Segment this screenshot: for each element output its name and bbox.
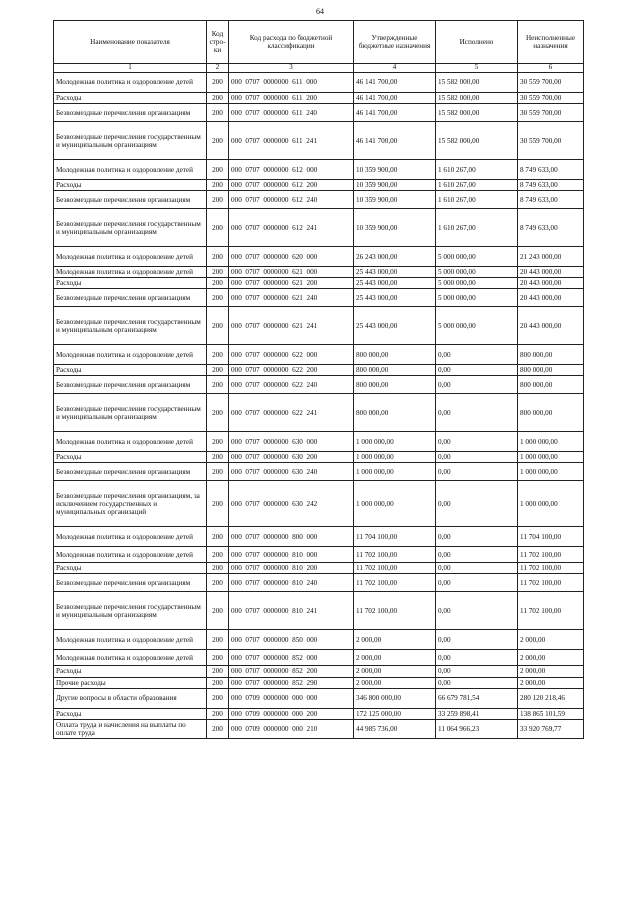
row-executed: 0,00 xyxy=(436,592,518,630)
row-class-code: 000 0707 0000000 621 000 xyxy=(229,267,354,278)
table-row xyxy=(54,432,584,452)
row-line-code: 200 xyxy=(207,191,229,209)
row-unexecuted: 30 559 700,00 xyxy=(518,122,584,160)
row-approved: 11 702 100,00 xyxy=(354,592,436,630)
row-unexecuted: 20 443 000,00 xyxy=(518,278,584,289)
row-line-code: 200 xyxy=(207,688,229,708)
row-unexecuted: 33 920 769,77 xyxy=(518,719,584,738)
row-executed: 0,00 xyxy=(436,481,518,527)
row-unexecuted: 11 702 100,00 xyxy=(518,592,584,630)
table-row xyxy=(54,547,584,563)
row-line-code: 200 xyxy=(207,345,229,365)
row-unexecuted: 11 702 100,00 xyxy=(518,563,584,574)
column-number: 6 xyxy=(518,64,584,73)
table-row xyxy=(54,93,584,104)
row-unexecuted: 8 749 633,00 xyxy=(518,160,584,180)
row-executed: 15 582 000,00 xyxy=(436,122,518,160)
row-approved: 10 359 900,00 xyxy=(354,180,436,191)
row-class-code: 000 0707 0000000 621 240 xyxy=(229,289,354,307)
row-approved: 800 000,00 xyxy=(354,394,436,432)
row-class-code: 000 0707 0000000 611 200 xyxy=(229,93,354,104)
row-approved: 1 000 000,00 xyxy=(354,452,436,463)
table-row xyxy=(54,677,584,688)
row-executed: 0,00 xyxy=(436,547,518,563)
row-executed: 15 582 000,00 xyxy=(436,104,518,122)
row-approved: 2 000,00 xyxy=(354,666,436,677)
row-approved: 46 141 700,00 xyxy=(354,93,436,104)
row-class-code: 000 0707 0000000 852 200 xyxy=(229,666,354,677)
row-executed: 1 610 267,00 xyxy=(436,180,518,191)
row-class-code: 000 0707 0000000 852 290 xyxy=(229,677,354,688)
row-class-code: 000 0707 0000000 852 000 xyxy=(229,650,354,666)
row-name: Молодежная политика и оздоровление детей xyxy=(54,160,207,180)
row-line-code: 200 xyxy=(207,719,229,738)
row-class-code: 000 0707 0000000 622 000 xyxy=(229,345,354,365)
row-name: Молодежная политика и оздоровление детей xyxy=(54,650,207,666)
row-approved: 2 000,00 xyxy=(354,677,436,688)
row-unexecuted: 11 702 100,00 xyxy=(518,574,584,592)
row-approved: 11 702 100,00 xyxy=(354,574,436,592)
row-class-code: 000 0707 0000000 810 000 xyxy=(229,547,354,563)
row-executed: 5 000 000,00 xyxy=(436,307,518,345)
row-approved: 172 125 000,00 xyxy=(354,708,436,719)
header-line-code: Код стро-ки xyxy=(207,21,229,64)
row-class-code: 000 0707 0000000 622 241 xyxy=(229,394,354,432)
row-line-code: 200 xyxy=(207,278,229,289)
row-line-code: 200 xyxy=(207,563,229,574)
row-executed: 1 610 267,00 xyxy=(436,160,518,180)
row-approved: 46 141 700,00 xyxy=(354,73,436,93)
table-row xyxy=(54,463,584,481)
row-line-code: 200 xyxy=(207,180,229,191)
row-unexecuted: 1 000 000,00 xyxy=(518,432,584,452)
row-name: Расходы xyxy=(54,452,207,463)
table-row xyxy=(54,574,584,592)
row-name: Расходы xyxy=(54,278,207,289)
table-row xyxy=(54,289,584,307)
row-line-code: 200 xyxy=(207,93,229,104)
row-name: Прочие расходы xyxy=(54,677,207,688)
row-executed: 1 610 267,00 xyxy=(436,209,518,247)
header-executed: Исполнено xyxy=(436,21,518,64)
row-class-code: 000 0707 0000000 612 000 xyxy=(229,160,354,180)
row-name: Расходы xyxy=(54,93,207,104)
row-unexecuted: 11 704 100,00 xyxy=(518,527,584,547)
row-class-code: 000 0707 0000000 620 000 xyxy=(229,247,354,267)
row-executed: 0,00 xyxy=(436,563,518,574)
page-number: 64 xyxy=(316,7,324,16)
row-class-code: 000 0707 0000000 611 000 xyxy=(229,73,354,93)
row-executed: 0,00 xyxy=(436,630,518,650)
table-row xyxy=(54,209,584,247)
row-line-code: 200 xyxy=(207,463,229,481)
row-class-code: 000 0707 0000000 810 240 xyxy=(229,574,354,592)
row-name: Безвозмездные перечисления организациям xyxy=(54,463,207,481)
row-approved: 26 243 000,00 xyxy=(354,247,436,267)
row-executed: 0,00 xyxy=(436,527,518,547)
row-executed: 15 582 000,00 xyxy=(436,73,518,93)
row-executed: 1 610 267,00 xyxy=(436,191,518,209)
row-executed: 0,00 xyxy=(436,650,518,666)
row-unexecuted: 280 120 218,46 xyxy=(518,688,584,708)
row-class-code: 000 0707 0000000 800 000 xyxy=(229,527,354,547)
table-row xyxy=(54,563,584,574)
row-executed: 0,00 xyxy=(436,345,518,365)
table-row xyxy=(54,719,584,738)
row-executed: 0,00 xyxy=(436,432,518,452)
row-unexecuted: 2 000,00 xyxy=(518,650,584,666)
row-approved: 25 443 000,00 xyxy=(354,307,436,345)
table-row xyxy=(54,688,584,708)
row-unexecuted: 138 865 101,59 xyxy=(518,708,584,719)
table-row xyxy=(54,122,584,160)
row-line-code: 200 xyxy=(207,122,229,160)
column-number: 3 xyxy=(229,64,354,73)
row-class-code: 000 0707 0000000 612 241 xyxy=(229,209,354,247)
row-line-code: 200 xyxy=(207,527,229,547)
row-executed: 5 000 000,00 xyxy=(436,289,518,307)
row-approved: 11 702 100,00 xyxy=(354,547,436,563)
row-name: Безвозмездные перечисления государственным и муниципальным организациям xyxy=(54,394,207,432)
row-class-code: 000 0709 0000000 000 000 xyxy=(229,688,354,708)
row-executed: 0,00 xyxy=(436,365,518,376)
row-approved: 346 800 000,00 xyxy=(354,688,436,708)
row-name: Безвозмездные перечисления государственным и муниципальным организациям xyxy=(54,307,207,345)
table-row xyxy=(54,104,584,122)
row-class-code: 000 0707 0000000 621 241 xyxy=(229,307,354,345)
row-line-code: 200 xyxy=(207,160,229,180)
row-approved: 10 359 900,00 xyxy=(354,191,436,209)
row-approved: 25 443 000,00 xyxy=(354,278,436,289)
row-name: Молодежная политика и оздоровление детей xyxy=(54,73,207,93)
row-approved: 1 000 000,00 xyxy=(354,481,436,527)
row-executed: 33 259 898,41 xyxy=(436,708,518,719)
row-class-code: 000 0707 0000000 612 200 xyxy=(229,180,354,191)
row-name: Безвозмездные перечисления организациям xyxy=(54,104,207,122)
row-line-code: 200 xyxy=(207,452,229,463)
row-unexecuted: 8 749 633,00 xyxy=(518,180,584,191)
row-name: Молодежная политика и оздоровление детей xyxy=(54,527,207,547)
row-unexecuted: 8 749 633,00 xyxy=(518,209,584,247)
row-approved: 2 000,00 xyxy=(354,630,436,650)
row-approved: 10 359 900,00 xyxy=(354,209,436,247)
row-line-code: 200 xyxy=(207,209,229,247)
row-unexecuted: 1 000 000,00 xyxy=(518,452,584,463)
row-name: Оплата труда и начисления на выплаты по оплате труда xyxy=(54,719,207,738)
row-name: Молодежная политика и оздоровление детей xyxy=(54,247,207,267)
row-line-code: 200 xyxy=(207,630,229,650)
column-number: 4 xyxy=(354,64,436,73)
header-class-code: Код расхода по бюджетной классификации xyxy=(229,21,354,64)
row-class-code: 000 0707 0000000 612 240 xyxy=(229,191,354,209)
row-name: Безвозмездные перечисления государственным и муниципальным организациям xyxy=(54,209,207,247)
table-row xyxy=(54,191,584,209)
row-unexecuted: 1 000 000,00 xyxy=(518,463,584,481)
table-row xyxy=(54,481,584,527)
row-class-code: 000 0709 0000000 000 200 xyxy=(229,708,354,719)
table-row xyxy=(54,267,584,278)
row-approved: 1 000 000,00 xyxy=(354,432,436,452)
row-line-code: 200 xyxy=(207,547,229,563)
row-executed: 5 000 000,00 xyxy=(436,278,518,289)
row-line-code: 200 xyxy=(207,365,229,376)
budget-execution-table xyxy=(53,20,584,739)
table-row xyxy=(54,160,584,180)
table-row xyxy=(54,73,584,93)
row-executed: 0,00 xyxy=(436,376,518,394)
row-unexecuted: 21 243 000,00 xyxy=(518,247,584,267)
row-name: Безвозмездные перечисления государственным и муниципальным организациям xyxy=(54,122,207,160)
table-row xyxy=(54,365,584,376)
row-unexecuted: 800 000,00 xyxy=(518,394,584,432)
header-name: Наименование показателя xyxy=(54,21,207,64)
table-row xyxy=(54,650,584,666)
header-row xyxy=(54,21,584,64)
row-class-code: 000 0707 0000000 622 200 xyxy=(229,365,354,376)
row-unexecuted: 20 443 000,00 xyxy=(518,307,584,345)
row-approved: 2 000,00 xyxy=(354,650,436,666)
row-line-code: 200 xyxy=(207,666,229,677)
row-line-code: 200 xyxy=(207,376,229,394)
row-executed: 0,00 xyxy=(436,574,518,592)
row-unexecuted: 800 000,00 xyxy=(518,345,584,365)
row-class-code: 000 0707 0000000 611 240 xyxy=(229,104,354,122)
row-line-code: 200 xyxy=(207,307,229,345)
row-unexecuted: 2 000,00 xyxy=(518,677,584,688)
row-class-code: 000 0709 0000000 000 210 xyxy=(229,719,354,738)
table-row xyxy=(54,180,584,191)
row-line-code: 200 xyxy=(207,677,229,688)
column-number: 5 xyxy=(436,64,518,73)
row-executed: 0,00 xyxy=(436,463,518,481)
row-unexecuted: 2 000,00 xyxy=(518,630,584,650)
row-class-code: 000 0707 0000000 630 200 xyxy=(229,452,354,463)
row-approved: 800 000,00 xyxy=(354,345,436,365)
row-approved: 46 141 700,00 xyxy=(354,122,436,160)
table-row xyxy=(54,376,584,394)
row-class-code: 000 0707 0000000 630 000 xyxy=(229,432,354,452)
row-name: Безвозмездные перечисления государственным и муниципальным организациям xyxy=(54,592,207,630)
row-line-code: 200 xyxy=(207,289,229,307)
row-name: Молодежная политика и оздоровление детей xyxy=(54,630,207,650)
row-executed: 0,00 xyxy=(436,394,518,432)
row-approved: 800 000,00 xyxy=(354,376,436,394)
table-row xyxy=(54,630,584,650)
header-unexecuted: Неисполненные назначения xyxy=(518,21,584,64)
row-class-code: 000 0707 0000000 810 200 xyxy=(229,563,354,574)
row-executed: 11 064 966,23 xyxy=(436,719,518,738)
row-unexecuted: 30 559 700,00 xyxy=(518,104,584,122)
row-class-code: 000 0707 0000000 850 000 xyxy=(229,630,354,650)
row-name: Молодежная политика и оздоровление детей xyxy=(54,345,207,365)
row-executed: 66 679 781,54 xyxy=(436,688,518,708)
row-approved: 11 704 100,00 xyxy=(354,527,436,547)
table-row xyxy=(54,452,584,463)
row-name: Безвозмездные перечисления организациям xyxy=(54,574,207,592)
row-name: Расходы xyxy=(54,563,207,574)
row-line-code: 200 xyxy=(207,650,229,666)
table-row xyxy=(54,592,584,630)
column-number: 1 xyxy=(54,64,207,73)
row-line-code: 200 xyxy=(207,73,229,93)
row-name: Молодежная политика и оздоровление детей xyxy=(54,432,207,452)
row-line-code: 200 xyxy=(207,481,229,527)
row-class-code: 000 0707 0000000 810 241 xyxy=(229,592,354,630)
table-row xyxy=(54,247,584,267)
row-unexecuted: 1 000 000,00 xyxy=(518,481,584,527)
row-name: Расходы xyxy=(54,180,207,191)
row-executed: 0,00 xyxy=(436,677,518,688)
row-approved: 10 359 900,00 xyxy=(354,160,436,180)
row-executed: 0,00 xyxy=(436,666,518,677)
header-approved: Утвержденные бюджетные назначения xyxy=(354,21,436,64)
row-unexecuted: 30 559 700,00 xyxy=(518,73,584,93)
row-approved: 800 000,00 xyxy=(354,365,436,376)
column-number-row xyxy=(54,64,584,73)
row-unexecuted: 2 000,00 xyxy=(518,666,584,677)
table-row xyxy=(54,307,584,345)
row-name: Безвозмездные перечисления организациям, за исключением государственных и муниципальных организаций xyxy=(54,481,207,527)
table-row xyxy=(54,345,584,365)
row-approved: 44 985 736,00 xyxy=(354,719,436,738)
row-approved: 25 443 000,00 xyxy=(354,289,436,307)
row-executed: 5 000 000,00 xyxy=(436,247,518,267)
row-name: Расходы xyxy=(54,666,207,677)
row-name: Молодежная политика и оздоровление детей xyxy=(54,267,207,278)
row-approved: 1 000 000,00 xyxy=(354,463,436,481)
row-approved: 11 702 100,00 xyxy=(354,563,436,574)
row-line-code: 200 xyxy=(207,574,229,592)
row-unexecuted: 20 443 000,00 xyxy=(518,267,584,278)
row-class-code: 000 0707 0000000 630 240 xyxy=(229,463,354,481)
row-name: Другие вопросы в области образования xyxy=(54,688,207,708)
row-unexecuted: 8 749 633,00 xyxy=(518,191,584,209)
row-unexecuted: 30 559 700,00 xyxy=(518,93,584,104)
table-row xyxy=(54,527,584,547)
table-row xyxy=(54,708,584,719)
row-line-code: 200 xyxy=(207,432,229,452)
row-name: Молодежная политика и оздоровление детей xyxy=(54,547,207,563)
row-unexecuted: 800 000,00 xyxy=(518,376,584,394)
row-class-code: 000 0707 0000000 622 240 xyxy=(229,376,354,394)
row-name: Безвозмездные перечисления организациям xyxy=(54,289,207,307)
row-line-code: 200 xyxy=(207,267,229,278)
column-number: 2 xyxy=(207,64,229,73)
row-executed: 5 000 000,00 xyxy=(436,267,518,278)
row-line-code: 200 xyxy=(207,104,229,122)
row-name: Безвозмездные перечисления организациям xyxy=(54,191,207,209)
row-line-code: 200 xyxy=(207,247,229,267)
table-row xyxy=(54,666,584,677)
row-name: Безвозмездные перечисления организациям xyxy=(54,376,207,394)
row-executed: 0,00 xyxy=(436,452,518,463)
table-row xyxy=(54,278,584,289)
row-unexecuted: 800 000,00 xyxy=(518,365,584,376)
row-name: Расходы xyxy=(54,708,207,719)
row-class-code: 000 0707 0000000 621 200 xyxy=(229,278,354,289)
row-class-code: 000 0707 0000000 630 242 xyxy=(229,481,354,527)
row-class-code: 000 0707 0000000 611 241 xyxy=(229,122,354,160)
row-line-code: 200 xyxy=(207,708,229,719)
row-approved: 46 141 700,00 xyxy=(354,104,436,122)
row-unexecuted: 20 443 000,00 xyxy=(518,289,584,307)
row-approved: 25 443 000,00 xyxy=(354,267,436,278)
row-line-code: 200 xyxy=(207,394,229,432)
table-row xyxy=(54,394,584,432)
row-line-code: 200 xyxy=(207,592,229,630)
row-executed: 15 582 000,00 xyxy=(436,93,518,104)
row-name: Расходы xyxy=(54,365,207,376)
row-unexecuted: 11 702 100,00 xyxy=(518,547,584,563)
